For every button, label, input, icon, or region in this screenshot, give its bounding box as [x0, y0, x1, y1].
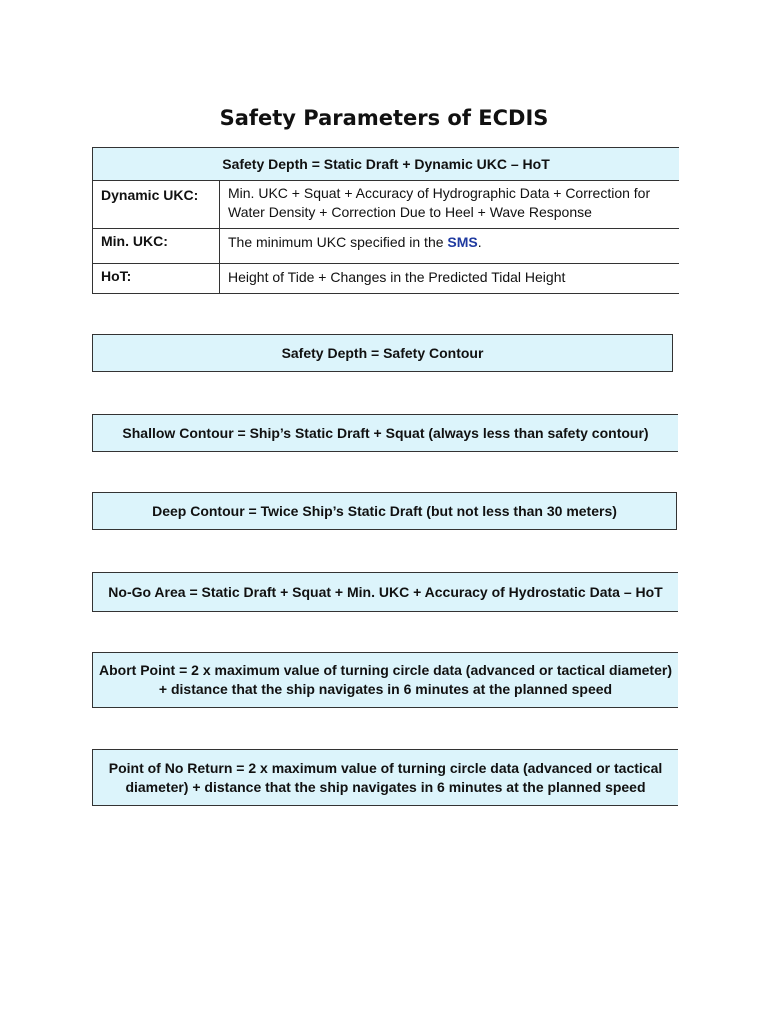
- sms-highlight: SMS: [447, 234, 478, 250]
- definition-hot: Height of Tide + Changes in the Predicted Tidal Height: [228, 269, 566, 285]
- table-row: [93, 229, 679, 264]
- no-go-area-formula: No-Go Area = Static Draft + Squat + Min. UKC + Accuracy of Hydrostatic Data – HoT: [108, 583, 663, 600]
- safety-depth-formula-box: [92, 334, 673, 372]
- definition-min-ukc-text: The minimum UKC specified in the: [228, 234, 448, 250]
- table-row: [93, 264, 679, 293]
- shallow-contour-formula-box: [92, 414, 678, 452]
- abort-point-formula: Abort Point = 2 x maximum value of turning circle data (advanced or tactical diameter) + distance that the ship navigates in 6 minutes at the planned speed: [99, 662, 672, 697]
- term-dynamic-ukc: Dynamic UKC:: [93, 181, 220, 228]
- definition-dynamic-ukc: Min. UKC + Squat + Accuracy of Hydrographic Data + Correction for Water Density + Correction Due to Heel + Wave Response: [228, 185, 651, 220]
- table-row: [93, 181, 679, 229]
- definition-min-ukc-suffix: .: [477, 234, 482, 250]
- safety-depth-formula: Safety Depth = Safety Contour: [281, 344, 484, 361]
- deep-contour-formula-box: [92, 492, 677, 530]
- abort-point-formula-box: [92, 652, 678, 708]
- safety-depth-table: [92, 147, 679, 294]
- term-min-ukc: Min. UKC:: [93, 229, 220, 263]
- term-hot: HoT:: [93, 264, 220, 293]
- page-title: Safety Parameters of ECDIS: [219, 106, 549, 130]
- no-go-area-formula-box: [92, 572, 678, 612]
- shallow-contour-formula: Shallow Contour = Ship’s Static Draft + Squat (always less than safety contour): [122, 424, 649, 441]
- table-header: Safety Depth = Static Draft + Dynamic UKC – HoT: [93, 148, 679, 181]
- point-of-no-return-formula: Point of No Return = 2 x maximum value of turning circle data (advanced or tactical diameter) + distance that the ship navigates in 6 minutes at the planned speed: [108, 759, 663, 795]
- point-of-no-return-formula-box: [92, 749, 678, 806]
- deep-contour-formula: Deep Contour = Twice Ship’s Static Draft (but not less than 30 meters): [152, 502, 617, 519]
- definition-min-ukc: [220, 229, 679, 263]
